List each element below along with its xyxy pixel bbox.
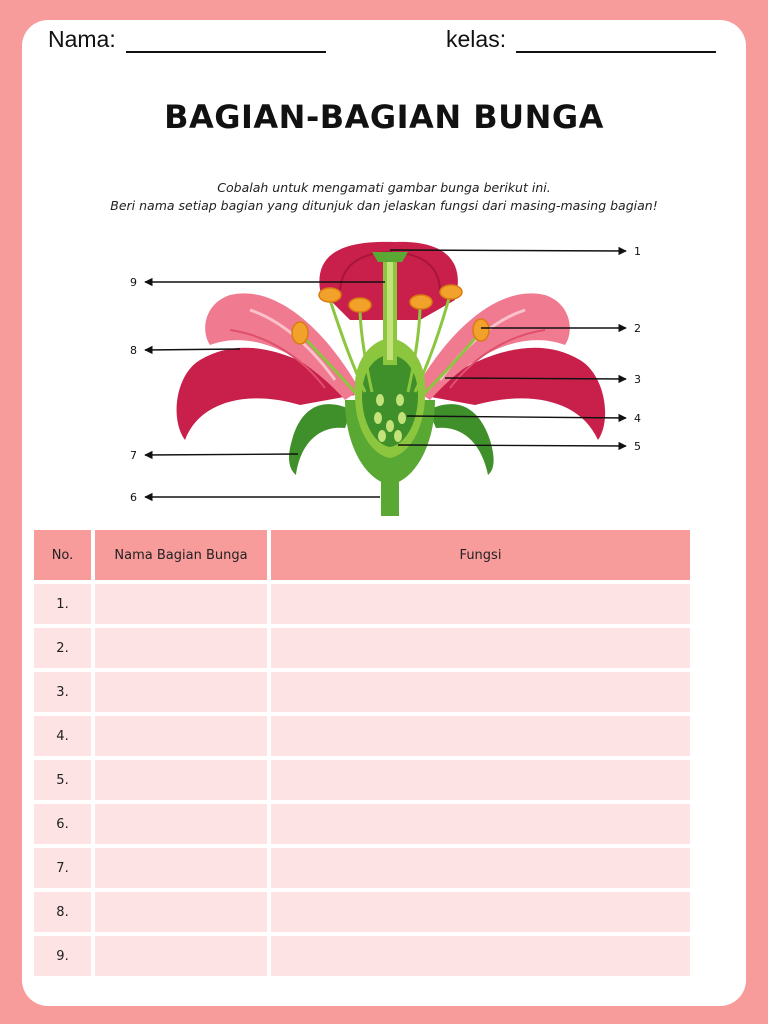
part-name-cell[interactable]	[95, 804, 267, 844]
row-number: 2.	[34, 628, 91, 668]
right-sepal	[428, 404, 494, 475]
function-cell[interactable]	[271, 760, 690, 800]
part-name-cell[interactable]	[95, 936, 267, 976]
function-cell[interactable]	[271, 716, 690, 756]
worksheet-title: BAGIAN-BAGIAN BUNGA	[164, 98, 604, 136]
label-8: 8	[130, 344, 137, 357]
class-label: kelas:	[446, 26, 507, 52]
instruction-line-2: Beri nama setiap bagian yang ditunjuk dan jelaskan fungsi dari masing-masing bagian!	[110, 198, 658, 213]
function-cell[interactable]	[271, 936, 690, 976]
row-number: 3.	[34, 672, 91, 712]
function-cell[interactable]	[271, 584, 690, 624]
part-name-cell[interactable]	[95, 584, 267, 624]
label-7: 7	[130, 449, 137, 462]
row-number: 6.	[34, 804, 91, 844]
table-row	[34, 936, 690, 976]
table-row	[34, 628, 690, 668]
label-2: 2	[634, 322, 641, 335]
function-cell[interactable]	[271, 892, 690, 932]
table-row	[34, 848, 690, 888]
row-number: 1.	[34, 584, 91, 624]
stigma	[372, 252, 408, 262]
answer-table	[30, 526, 694, 980]
header-no: No.	[34, 530, 91, 580]
label-9: 9	[130, 276, 137, 289]
row-number: 5.	[34, 760, 91, 800]
label-6: 6	[130, 491, 137, 504]
label-1: 1	[634, 245, 641, 258]
instruction-line-1: Cobalah untuk mengamati gambar bunga berikut ini.	[217, 180, 551, 195]
label-5: 5	[634, 440, 641, 453]
table-row	[34, 716, 690, 756]
name-label: Nama:	[48, 26, 116, 52]
table-row	[34, 760, 690, 800]
label-4: 4	[634, 412, 641, 425]
part-name-cell[interactable]	[95, 848, 267, 888]
function-cell[interactable]	[271, 672, 690, 712]
part-name-cell[interactable]	[95, 892, 267, 932]
row-number: 9.	[34, 936, 91, 976]
header-function: Fungsi	[271, 530, 690, 580]
row-number: 7.	[34, 848, 91, 888]
anther	[319, 288, 341, 302]
row-number: 8.	[34, 892, 91, 932]
function-cell[interactable]	[271, 628, 690, 668]
table-header-row	[34, 530, 690, 580]
label-3: 3	[634, 373, 641, 386]
header-part-name: Nama Bagian Bunga	[95, 530, 267, 580]
table-row	[34, 584, 690, 624]
row-number: 4.	[34, 716, 91, 756]
table-row	[34, 804, 690, 844]
part-name-cell[interactable]	[95, 672, 267, 712]
left-sepal	[289, 404, 352, 475]
table-row	[34, 672, 690, 712]
table-row	[34, 892, 690, 932]
part-name-cell[interactable]	[95, 628, 267, 668]
function-cell[interactable]	[271, 848, 690, 888]
part-name-cell[interactable]	[95, 760, 267, 800]
part-name-cell[interactable]	[95, 716, 267, 756]
function-cell[interactable]	[271, 804, 690, 844]
